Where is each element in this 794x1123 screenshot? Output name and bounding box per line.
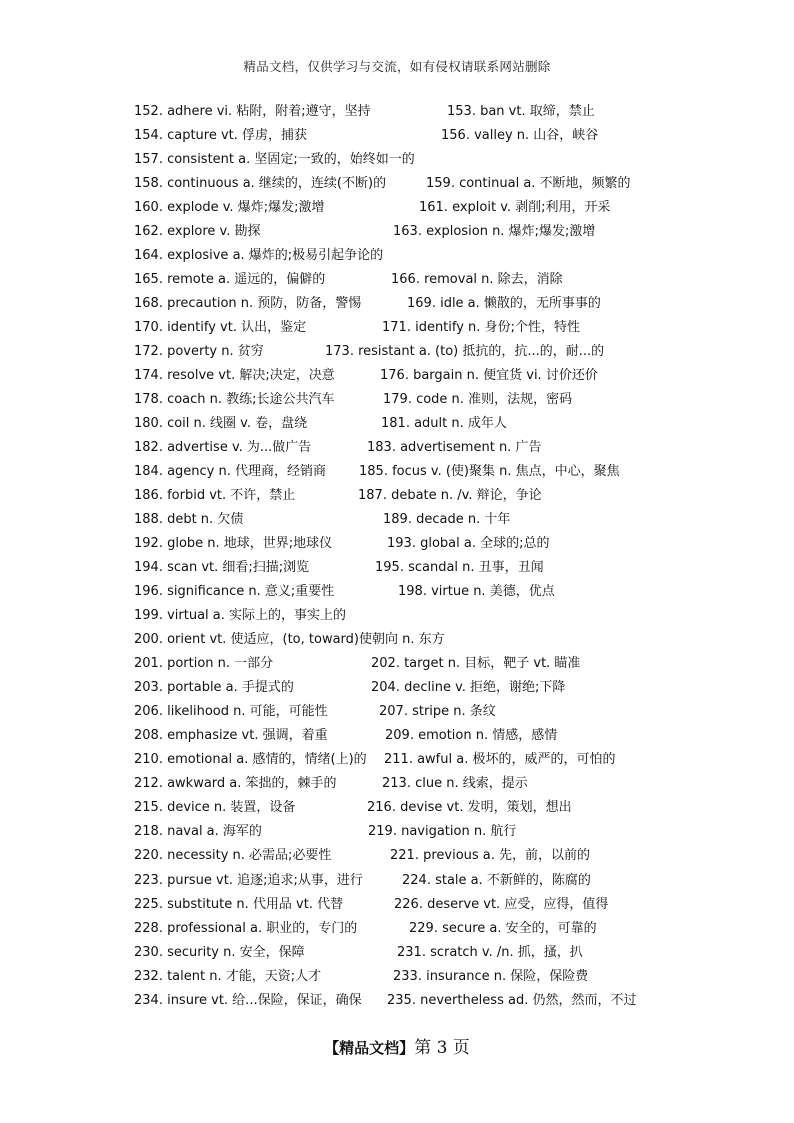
- vocab-entry: 182. advertise v. 为...做广告: [134, 440, 312, 456]
- vocab-entry: 194. scan vt. 细看;扫描;浏览: [134, 560, 310, 576]
- vocab-entry: 187. debate n. /v. 辩论，争论: [358, 488, 542, 504]
- vocab-entry: 159. continual a. 不断地，频繁的: [426, 176, 631, 192]
- vocab-entry: 200. orient vt. 使适应，(to, toward)使朝向 n. 东方: [134, 632, 445, 648]
- vocab-entry: 173. resistant a. (to) 抵抗的，抗...的，耐...的: [325, 344, 605, 360]
- vocab-line: [134, 340, 694, 364]
- vocab-entry: 212. awkward a. 笨拙的，棘手的: [134, 776, 337, 792]
- vocab-entry: 189. decade n. 十年: [383, 512, 511, 528]
- vocab-entry: 226. deserve vt. 应受，应得，值得: [394, 896, 609, 912]
- vocab-entry: 165. remote a. 遥远的，偏僻的: [134, 272, 326, 288]
- vocab-line: [134, 941, 694, 965]
- vocab-entry: 198. virtue n. 美德，优点: [398, 584, 555, 600]
- page-header: 精品文档，仅供学习与交流，如有侵权请联系网站删除: [243, 59, 551, 74]
- vocab-entry: 203. portable a. 手提式的: [134, 680, 294, 696]
- vocab-line: [134, 364, 694, 388]
- vocab-entry: 186. forbid vt. 不许，禁止: [134, 488, 296, 504]
- vocab-entry: 169. idle a. 懒散的，无所事事的: [407, 296, 601, 312]
- vocab-entry: 211. awful a. 极坏的，威严的，可怕的: [384, 752, 616, 768]
- vocab-line: [134, 244, 694, 268]
- vocab-entry: 184. agency n. 代理商，经销商: [134, 464, 327, 480]
- vocab-line: [134, 965, 694, 989]
- footer-brand: 【精品文档】: [324, 1039, 415, 1057]
- vocab-entry: 215. device n. 装置，设备: [134, 800, 296, 816]
- vocab-line: [134, 292, 694, 316]
- vocab-entry: 235. nevertheless ad. 仍然，然而，不过: [387, 992, 637, 1008]
- vocab-line: [134, 124, 694, 148]
- vocab-entry: 225. substitute n. 代用品 vt. 代替: [134, 896, 344, 912]
- vocab-line: [134, 820, 694, 844]
- vocab-entry: 210. emotional a. 感情的，情绪(上)的: [134, 752, 367, 768]
- vocab-entry: 176. bargain n. 便宜货 vi. 讨价还价: [380, 368, 598, 384]
- vocab-entry: 231. scratch v. /n. 抓，搔，扒: [397, 944, 583, 960]
- vocab-entry: 220. necessity n. 必需品;必要性: [134, 848, 332, 864]
- vocab-entry: 168. precaution n. 预防，防备，警惕: [134, 296, 362, 312]
- vocab-entry: 188. debt n. 欠债: [134, 512, 244, 528]
- vocab-line: [134, 652, 694, 676]
- vocab-entry: 156. valley n. 山谷，峡谷: [441, 128, 599, 144]
- vocab-entry: 160. explode v. 爆炸;爆发;激增: [134, 200, 325, 216]
- vocab-entry: 170. identify vt. 认出，鉴定: [134, 320, 307, 336]
- vocab-entry: 206. likelihood n. 可能，可能性: [134, 704, 328, 720]
- vocab-line: [134, 172, 694, 196]
- vocab-line: [134, 148, 694, 172]
- vocab-entry: 179. code n. 准则，法规，密码: [383, 392, 573, 408]
- vocab-entry: 208. emphasize vt. 强调，着重: [134, 728, 328, 744]
- vocab-line: [134, 532, 694, 556]
- vocab-entry: 213. clue n. 线索，提示: [382, 776, 528, 792]
- vocab-entry: 209. emotion n. 情感，感情: [385, 728, 558, 744]
- vocab-entry: 180. coil n. 线圈 v. 卷，盘绕: [134, 416, 308, 432]
- vocab-line: [134, 388, 694, 412]
- vocab-entry: 164. explosive a. 爆炸的;极易引起争论的: [134, 248, 384, 264]
- vocab-list: [134, 100, 694, 1013]
- vocab-entry: 161. exploit v. 剥削;利用，开采: [419, 200, 611, 216]
- page-footer: [0, 1033, 794, 1058]
- vocab-entry: 218. naval a. 海军的: [134, 824, 262, 840]
- vocab-line: [134, 989, 694, 1013]
- vocab-entry: 157. consistent a. 坚固定;一致的，始终如一的: [134, 152, 415, 168]
- vocab-entry: 223. pursue vt. 追逐;追求;从事，进行: [134, 872, 363, 888]
- vocab-line: [134, 772, 694, 796]
- vocab-line: [134, 580, 694, 604]
- vocab-line: [134, 604, 694, 628]
- vocab-line: [134, 724, 694, 748]
- vocab-line: [134, 893, 694, 917]
- vocab-line: [134, 676, 694, 700]
- vocab-entry: 207. stripe n. 条纹: [379, 704, 496, 720]
- vocab-entry: 228. professional a. 职业的，专门的: [134, 920, 358, 936]
- vocab-entry: 174. resolve vt. 解决;决定，决意: [134, 368, 335, 384]
- page-number: 第 3 页: [414, 1038, 470, 1058]
- vocab-line: [134, 100, 694, 124]
- vocab-line: [134, 556, 694, 580]
- vocab-entry: 162. explore v. 勘探: [134, 224, 261, 240]
- vocab-entry: 158. continuous a. 继续的，连续(不断)的: [134, 176, 387, 192]
- vocab-entry: 154. capture vt. 俘虏，捕获: [134, 128, 308, 144]
- vocab-entry: 216. devise vt. 发明，策划，想出: [367, 800, 572, 816]
- vocab-entry: 201. portion n. 一部分: [134, 656, 274, 672]
- vocab-line: [134, 220, 694, 244]
- vocab-entry: 163. explosion n. 爆炸;爆发;激增: [393, 224, 596, 240]
- vocab-entry: 232. talent n. 才能，天资;人才: [134, 968, 322, 984]
- vocab-line: [134, 700, 694, 724]
- vocab-line: [134, 316, 694, 340]
- vocab-entry: 178. coach n. 教练;长途公共汽车: [134, 392, 335, 408]
- vocab-entry: 195. scandal n. 丑事，丑闻: [375, 560, 544, 576]
- vocab-line: [134, 460, 694, 484]
- vocab-entry: 199. virtual a. 实际上的，事实上的: [134, 608, 347, 624]
- vocab-entry: 166. removal n. 除去，消除: [391, 272, 563, 288]
- vocab-entry: 193. global a. 全球的;总的: [387, 536, 550, 552]
- vocab-entry: 202. target n. 目标，靶子 vt. 瞄准: [371, 656, 581, 672]
- vocab-entry: 221. previous a. 先，前，以前的: [390, 848, 591, 864]
- vocab-entry: 229. secure a. 安全的，可靠的: [409, 920, 597, 936]
- vocab-entry: 230. security n. 安全，保障: [134, 944, 305, 960]
- vocab-entry: 183. advertisement n. 广告: [367, 440, 542, 456]
- vocab-line: [134, 869, 694, 893]
- vocab-line: [134, 844, 694, 868]
- vocab-entry: 233. insurance n. 保险，保险费: [393, 968, 589, 984]
- vocab-entry: 152. adhere vi. 粘附，附着;遵守，坚持: [134, 104, 371, 119]
- vocab-entry: 153. ban vt. 取缔，禁止: [447, 104, 595, 119]
- vocab-entry: 224. stale a. 不新鲜的，陈腐的: [402, 872, 591, 888]
- vocab-entry: 204. decline v. 拒绝，谢绝;下降: [371, 680, 566, 696]
- vocab-entry: 219. navigation n. 航行: [368, 824, 517, 840]
- vocab-line: [134, 628, 694, 652]
- vocab-entry: 234. insure vt. 给...保险，保证，确保: [134, 992, 362, 1008]
- vocab-entry: 171. identify n. 身份;个性，特性: [382, 320, 580, 336]
- vocab-line: [134, 484, 694, 508]
- vocab-entry: 192. globe n. 地球，世界;地球仪: [134, 536, 333, 552]
- vocab-line: [134, 196, 694, 220]
- vocab-entry: 181. adult n. 成年人: [381, 416, 507, 432]
- vocab-line: [134, 796, 694, 820]
- vocab-entry: 196. significance n. 意义;重要性: [134, 584, 335, 600]
- vocab-line: [134, 436, 694, 460]
- vocab-line: [134, 412, 694, 436]
- vocab-line: [134, 508, 694, 532]
- vocab-line: [134, 748, 694, 772]
- vocab-line: [134, 917, 694, 941]
- vocab-entry: 172. poverty n. 贫穷: [134, 344, 264, 360]
- vocab-line: [134, 268, 694, 292]
- vocab-entry: 185. focus v. (使)聚集 n. 焦点，中心，聚焦: [359, 464, 620, 480]
